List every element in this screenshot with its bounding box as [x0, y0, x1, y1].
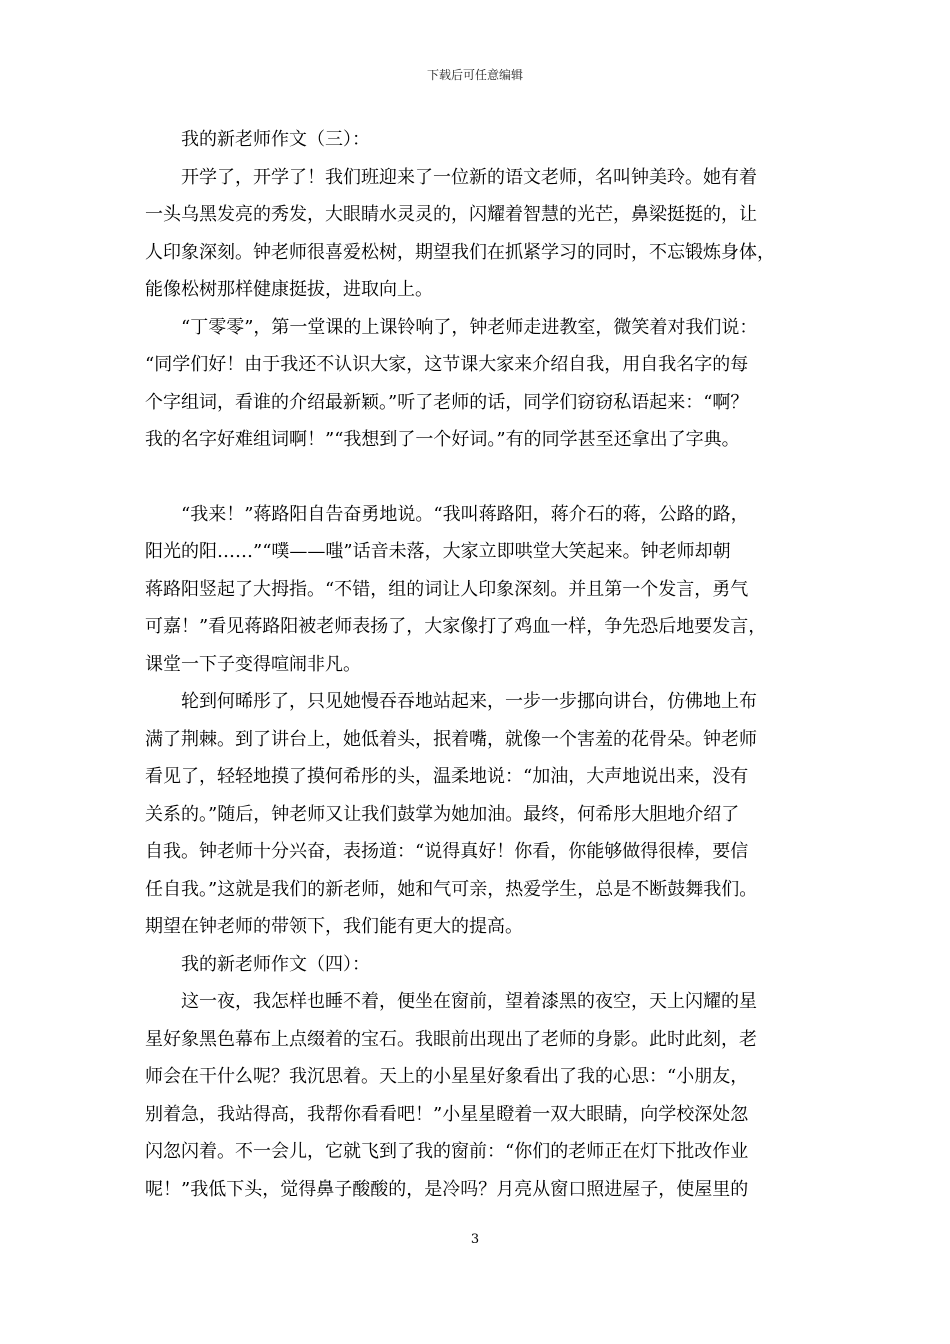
text-line: 一头乌黑发亮的秀发，大眼睛水灵灵的，闪耀着智慧的光芒，鼻梁挺挺的，让	[145, 204, 757, 225]
text-line: 关系的。”随后，钟老师又让我们鼓掌为她加油。最终，何希彤大胆地介绍了	[145, 803, 740, 825]
text-line: 师会在干什么呢？我沉思着。天上的小星星好象看出了我的心思：“小朋友，	[145, 1066, 749, 1087]
page-number: 3	[470, 1232, 480, 1247]
text-line: 阳光的阳……”“噗——嗤”话音未落，大家立即哄堂大笑起来。钟老师却朝	[145, 541, 731, 562]
text-line: 看见了，轻轻地摸了摸何希彤的头，温柔地说：“加油，大声地说出来，没有	[145, 766, 749, 787]
text-line: 轮到何晞彤了，只见她慢吞吞地站起来，一步一步挪向讲台，仿佛地上布	[181, 691, 757, 712]
text-line: 满了荆棘。到了讲台上，她低着头，抿着嘴，就像一个害羞的花骨朵。钟老师	[145, 728, 757, 750]
text-line: 任自我。”这就是我们的新老师，她和气可亲，热爱学生，总是不断鼓舞我们。	[145, 878, 758, 900]
text-line: 期望在钟老师的带领下，我们能有更大的提高。	[145, 916, 523, 937]
text-line: 个字组词，看谁的介绍最新颖。”听了老师的话，同学们窃窃私语起来：“啊？	[145, 391, 749, 413]
text-line: 星好象黑色幕布上点缀着的宝石。我眼前出现出了老师的身影。此时此刻，老	[145, 1028, 757, 1050]
text-line: “同学们好！由于我还不认识大家，这节课大家来介绍自我，用自我名字的每	[145, 354, 749, 375]
paragraph-gap	[145, 459, 813, 496]
section-title: 我的新老师作文（三）：	[181, 129, 370, 150]
text-line: “我来！”蒋路阳自告奋勇地说。“我叫蒋路阳，蒋介石的蒋，公路的路，	[181, 503, 749, 525]
text-line: 人印象深刻。钟老师很喜爱松树，期望我们在抓紧学习的同时，不忘锻炼身体，	[145, 241, 775, 263]
text-line: “丁零零”，第一堂课的上课铃响了，钟老师走进教室，微笑着对我们说：	[181, 316, 758, 338]
page-header: 下载后可任意编辑	[426, 68, 523, 82]
text-line: 可嘉！”看见蒋路阳被老师表扬了，大家像打了鸡血一样，争先恐后地要发言，	[145, 616, 767, 637]
text-line: 自我。钟老师十分兴奋，表扬道：“说得真好！你看，你能够做得很棒，要信	[145, 841, 749, 862]
text-line: 课堂一下子变得喧闹非凡。	[145, 653, 361, 675]
text-line: 蒋路阳竖起了大拇指。“不错，组的词让人印象深刻。并且第一个发言，勇气	[145, 578, 749, 600]
section-title: 我的新老师作文（四）：	[181, 953, 370, 975]
text-line: 能像松树那样健康挺拔，进取向上。	[145, 279, 433, 300]
text-line: 开学了，开学了！我们班迎来了一位新的语文老师，名叫钟美玲。她有着	[181, 166, 757, 188]
text-line: 我的名字好难组词啊！”“我想到了一个好词。”有的同学甚至还拿出了字典。	[145, 429, 740, 450]
document-body	[145, 121, 813, 1208]
text-line: 这一夜，我怎样也睡不着，便坐在窗前，望着漆黑的夜空，天上闪耀的星	[181, 991, 757, 1012]
text-line: 呢！”我低下头，觉得鼻子酸酸的，是冷吗？月亮从窗口照进屋子，使屋里的	[145, 1178, 749, 1200]
text-line: 别着急，我站得高，我帮你看看吧！”小星星瞪着一双大眼睛，向学校深处忽	[145, 1103, 749, 1125]
text-line: 闪忽闪着。不一会儿，它就飞到了我的窗前：“你们的老师正在灯下批改作业	[145, 1141, 749, 1162]
